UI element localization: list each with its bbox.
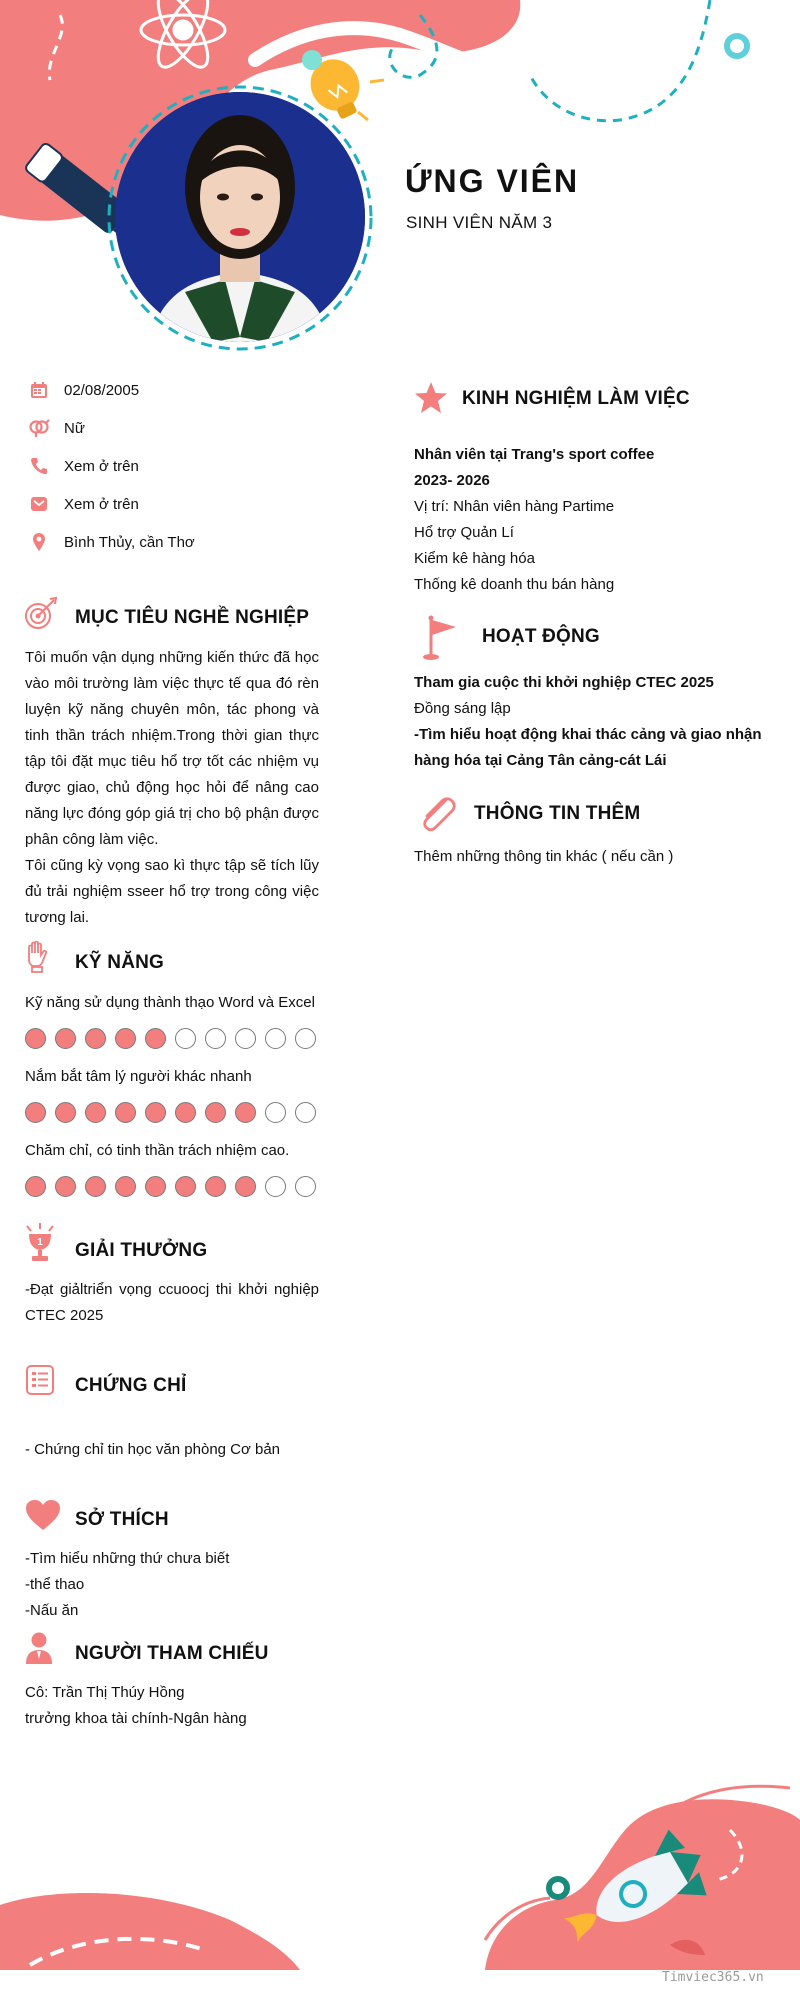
references-title: NGƯỜI THAM CHIẾU: [75, 1643, 269, 1664]
info-row-phone: [28, 451, 139, 481]
rating-dot-filled: [25, 1102, 46, 1123]
rating-dot-filled: [115, 1028, 136, 1049]
certificates-title: CHỨNG CHỈ: [75, 1375, 187, 1396]
rating-dot-filled: [85, 1102, 106, 1123]
avatar-portrait: [115, 92, 365, 342]
rating-dot-filled: [235, 1176, 256, 1197]
rating-dot-empty: [205, 1028, 226, 1049]
skill-name: Nắm bắt tâm lý người khác nhanh: [25, 1068, 252, 1085]
references-text: [25, 1680, 247, 1732]
objective-title: MỤC TIÊU NGHỀ NGHIỆP: [75, 607, 310, 628]
activity-event: Tham gia cuộc thi khởi nghiệp CTEC 2025: [414, 674, 714, 691]
activities-block: [414, 670, 774, 774]
skill-name: Kỹ năng sử dụng thành thạo Word và Excel: [25, 994, 315, 1011]
skill-name: Chăm chỉ, có tinh thần trách nhiệm cao.: [25, 1142, 290, 1159]
rating-dot-filled: [85, 1028, 106, 1049]
hobbies-title: SỞ THÍCH: [75, 1509, 169, 1530]
rating-dot-filled: [205, 1176, 226, 1197]
awards-text: -Đạt giảltriển vọng ccuoocj thi khởi nghiệp CTEC 2025: [25, 1281, 319, 1324]
objective-text: [25, 645, 319, 931]
info-row-birthdate: [28, 375, 139, 405]
rating-dot-filled: [115, 1176, 136, 1197]
heart-icon: [24, 1498, 62, 1532]
skills-title: KỸ NĂNG: [75, 952, 165, 973]
person-icon: [24, 1630, 54, 1666]
paperclip-icon: [417, 793, 459, 835]
objective-line: Tôi muốn vận dụng những kiến thức đã học vào môi trường làm việc thực tế qua đó rèn luyện kỹ năng chuyên môn, tác phong và tinh thần trách nhiệm.Trong thời gian thực tập tôi đặt mục tiêu hổ trợ tốt các nhiệm vụ được giao, chủ động học hỏi để nâng cao năng lực đóng góp giá trị cho bộ phận được phân công làm việc.: [25, 649, 319, 848]
svg-text:1: 1: [37, 1237, 43, 1248]
certificate-icon: [24, 1363, 56, 1397]
experience-title: KINH NGHIỆM LÀM VIỆC: [462, 388, 690, 409]
rating-dot-filled: [25, 1176, 46, 1197]
rating-dot-filled: [85, 1176, 106, 1197]
trophy-icon: [22, 1222, 58, 1264]
phone-value: Xem ở trên: [64, 457, 139, 475]
experience-line: Thống kê doanh thu bán hàng: [414, 576, 615, 593]
star-icon: [413, 380, 449, 416]
rating-dot-filled: [175, 1176, 196, 1197]
birthdate-value: 02/08/2005: [64, 381, 140, 399]
rating-dot-filled: [175, 1102, 196, 1123]
flag-icon: [421, 615, 461, 661]
rating-dot-filled: [115, 1102, 136, 1123]
experience-block: [414, 442, 654, 598]
rating-dot-filled: [145, 1176, 166, 1197]
rating-dot-filled: [25, 1028, 46, 1049]
email-value: Xem ở trên: [64, 495, 139, 513]
skill-rating: [25, 1102, 316, 1123]
rating-dot-empty: [295, 1028, 316, 1049]
rating-dot-filled: [235, 1102, 256, 1123]
rating-dot-filled: [55, 1028, 76, 1049]
location-icon: [28, 531, 50, 553]
skill-rating: [25, 1176, 316, 1197]
footer-decoration: [0, 1740, 800, 1990]
reference-line: Cô: Trần Thị Thúy Hồng: [25, 1684, 185, 1701]
extra-title: THÔNG TIN THÊM: [474, 803, 641, 824]
activity-detail: -Tìm hiểu hoạt động khai thác cảng và giao nhận hàng hóa tại Cảng Tân cảng-cát Lái: [414, 726, 762, 769]
certificates-text: - Chứng chỉ tin học văn phòng Cơ bản: [25, 1441, 281, 1458]
rating-dot-filled: [55, 1176, 76, 1197]
rating-dot-empty: [265, 1176, 286, 1197]
rating-dot-filled: [145, 1028, 166, 1049]
candidate-subtitle: SINH VIÊN NĂM 3: [406, 213, 553, 232]
skill-rating: [25, 1028, 316, 1049]
gender-value: Nữ: [64, 419, 85, 437]
hobby-item: -Tìm hiểu những thứ chưa biết: [25, 1550, 230, 1567]
info-row-gender: [28, 413, 85, 443]
calendar-icon: [28, 379, 50, 401]
info-row-address: [28, 527, 195, 557]
rating-dot-filled: [145, 1102, 166, 1123]
rating-dot-filled: [55, 1102, 76, 1123]
reference-line: trưởng khoa tài chính-Ngân hàng: [25, 1710, 247, 1727]
avatar: [115, 92, 365, 342]
hobby-item: -thể thao: [25, 1576, 85, 1593]
extra-text: Thêm những thông tin khác ( nếu cần ): [414, 848, 674, 865]
experience-company: Nhân viên tại Trang's sport coffee: [414, 446, 655, 463]
email-icon: [28, 493, 50, 515]
rating-dot-empty: [295, 1176, 316, 1197]
phone-icon: [28, 455, 50, 477]
rating-dot-empty: [175, 1028, 196, 1049]
target-icon: [24, 596, 58, 630]
rating-dot-empty: [235, 1028, 256, 1049]
hobby-item: -Nấu ăn: [25, 1602, 79, 1619]
candidate-name: ỨNG VIÊN: [405, 163, 580, 199]
rating-dot-empty: [265, 1028, 286, 1049]
activities-title: HOẠT ĐỘNG: [482, 626, 600, 647]
gender-icon: [28, 417, 50, 439]
rating-dot-filled: [205, 1102, 226, 1123]
hand-icon: [24, 940, 50, 974]
watermark: Timviec365.vn: [662, 1970, 764, 1985]
experience-line: Hổ trợ Quản Lí: [414, 524, 514, 541]
experience-line: Kiểm kê hàng hóa: [414, 550, 535, 567]
rating-dot-empty: [295, 1102, 316, 1123]
experience-line: Vị trí: Nhân viên hàng Partime: [414, 498, 615, 515]
objective-line: Tôi cũng kỳ vọng sao kì thực tập sẽ tích lũy đủ trải nghiệm sseer hổ trợ trong công việc tương lai.: [25, 857, 319, 926]
activity-role: Đồng sáng lập: [414, 700, 511, 717]
experience-period: 2023- 2026: [414, 472, 490, 489]
awards-title: GIẢI THƯỞNG: [75, 1240, 208, 1261]
rating-dot-empty: [265, 1102, 286, 1123]
address-value: Bình Thủy, cần Thơ: [64, 533, 195, 551]
hobbies-list: [25, 1546, 229, 1624]
info-row-email: [28, 489, 139, 519]
